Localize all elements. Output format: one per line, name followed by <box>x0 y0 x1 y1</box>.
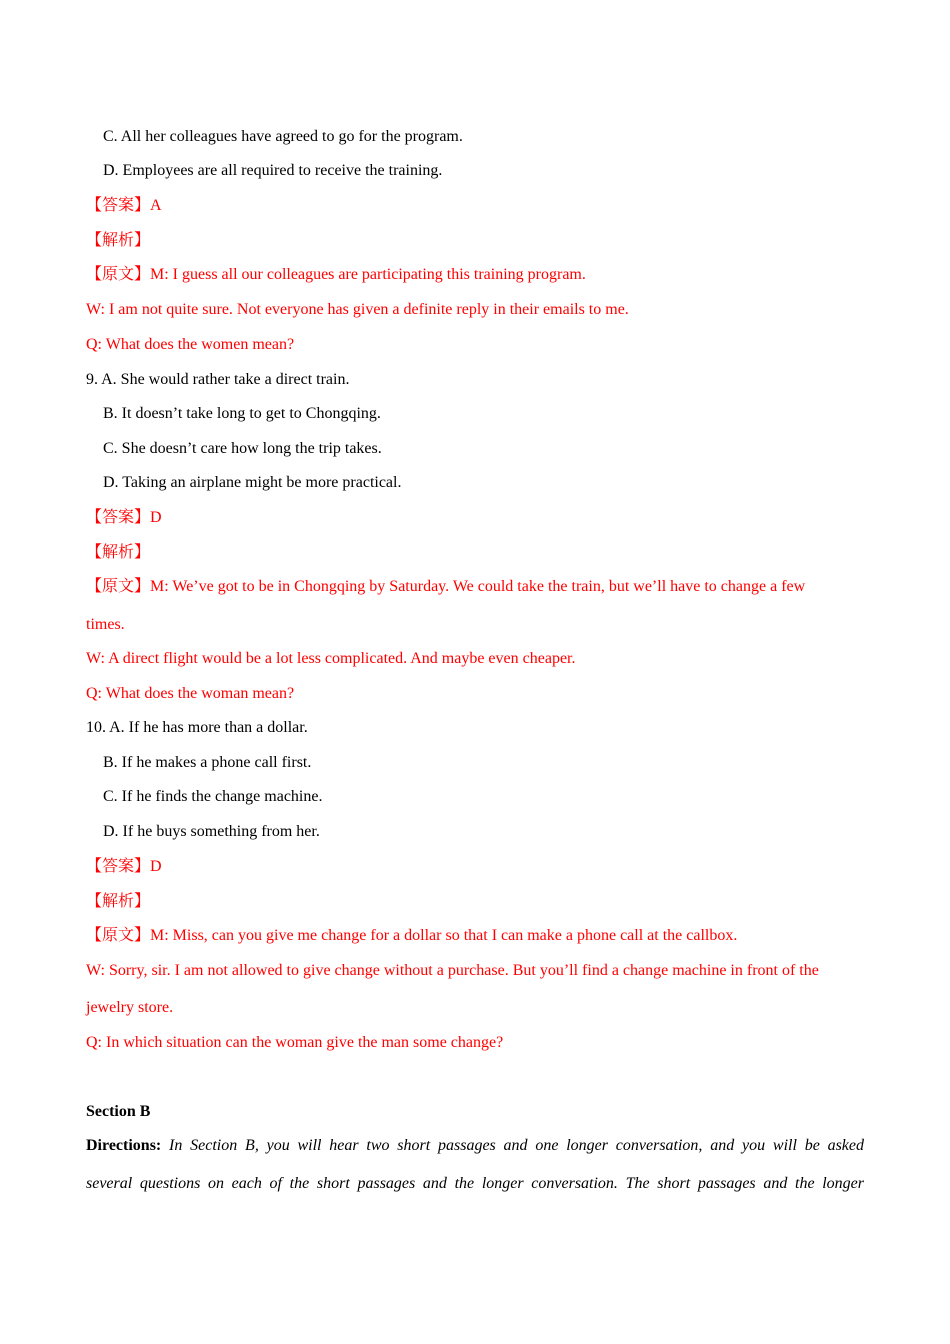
q10-option-d: D. If he buys something from her. <box>103 823 320 840</box>
q9-transcript-woman: W: A direct flight would be a lot less complicated. And maybe even cheaper. <box>86 650 576 667</box>
q10-analysis-label: 【解析】 <box>86 893 151 910</box>
q10-option-b: B. If he makes a phone call first. <box>103 754 312 771</box>
directions-text-1: In Section B, you will hear two short passages and one longer conversation, and you will be asked <box>169 1137 865 1154</box>
section-b-heading: Section B <box>86 1103 151 1120</box>
q9-option-b: B. It doesn’t take long to get to Chongqing. <box>103 405 381 422</box>
q10-transcript-question: Q: In which situation can the woman give the man some change? <box>86 1034 504 1051</box>
q8-answer: 【答案】A <box>86 197 162 214</box>
q10-transcript-woman: W: Sorry, sir. I am not allowed to give change without a purchase. But you’ll find a change machine in front of the <box>86 962 819 979</box>
q9-transcript-man-cont: times. <box>86 616 125 633</box>
q9-transcript-man: 【原文】M: We’ve got to be in Chongqing by Saturday. We could take the train, but we’ll have to change a few <box>86 578 806 595</box>
q8-transcript-question: Q: What does the women mean? <box>86 336 295 353</box>
q8-option-c: C. All her colleagues have agreed to go for the program. <box>103 128 463 145</box>
q10-transcript-man: 【原文】M: Miss, can you give me change for a dollar so that I can make a phone call at the callbox. <box>86 927 738 944</box>
q9-transcript-question: Q: What does the woman mean? <box>86 685 295 702</box>
section-b-directions-line2: several questions on each of the short passages and the longer conversation. The short passages and the longer <box>86 1175 864 1192</box>
q8-analysis-label: 【解析】 <box>86 232 151 249</box>
q10-option-a: 10. A. If he has more than a dollar. <box>86 719 308 736</box>
q9-answer: 【答案】D <box>86 509 162 526</box>
q8-transcript-man: 【原文】M: I guess all our colleagues are participating this training program. <box>86 266 586 283</box>
q9-option-a: 9. A. She would rather take a direct train. <box>86 371 350 388</box>
q8-option-d: D. Employees are all required to receive the training. <box>103 162 443 179</box>
directions-label: Directions: <box>86 1137 162 1154</box>
q10-transcript-woman-cont: jewelry store. <box>86 999 174 1016</box>
q9-option-d: D. Taking an airplane might be more practical. <box>103 474 402 491</box>
q8-transcript-woman: W: I am not quite sure. Not everyone has given a definite reply in their emails to me. <box>86 301 629 318</box>
section-b-directions-line1 <box>86 1136 864 1156</box>
q10-option-c: C. If he finds the change machine. <box>103 788 323 805</box>
q9-option-c: C. She doesn’t care how long the trip takes. <box>103 440 382 457</box>
q9-analysis-label: 【解析】 <box>86 544 151 561</box>
q10-answer: 【答案】D <box>86 858 162 875</box>
